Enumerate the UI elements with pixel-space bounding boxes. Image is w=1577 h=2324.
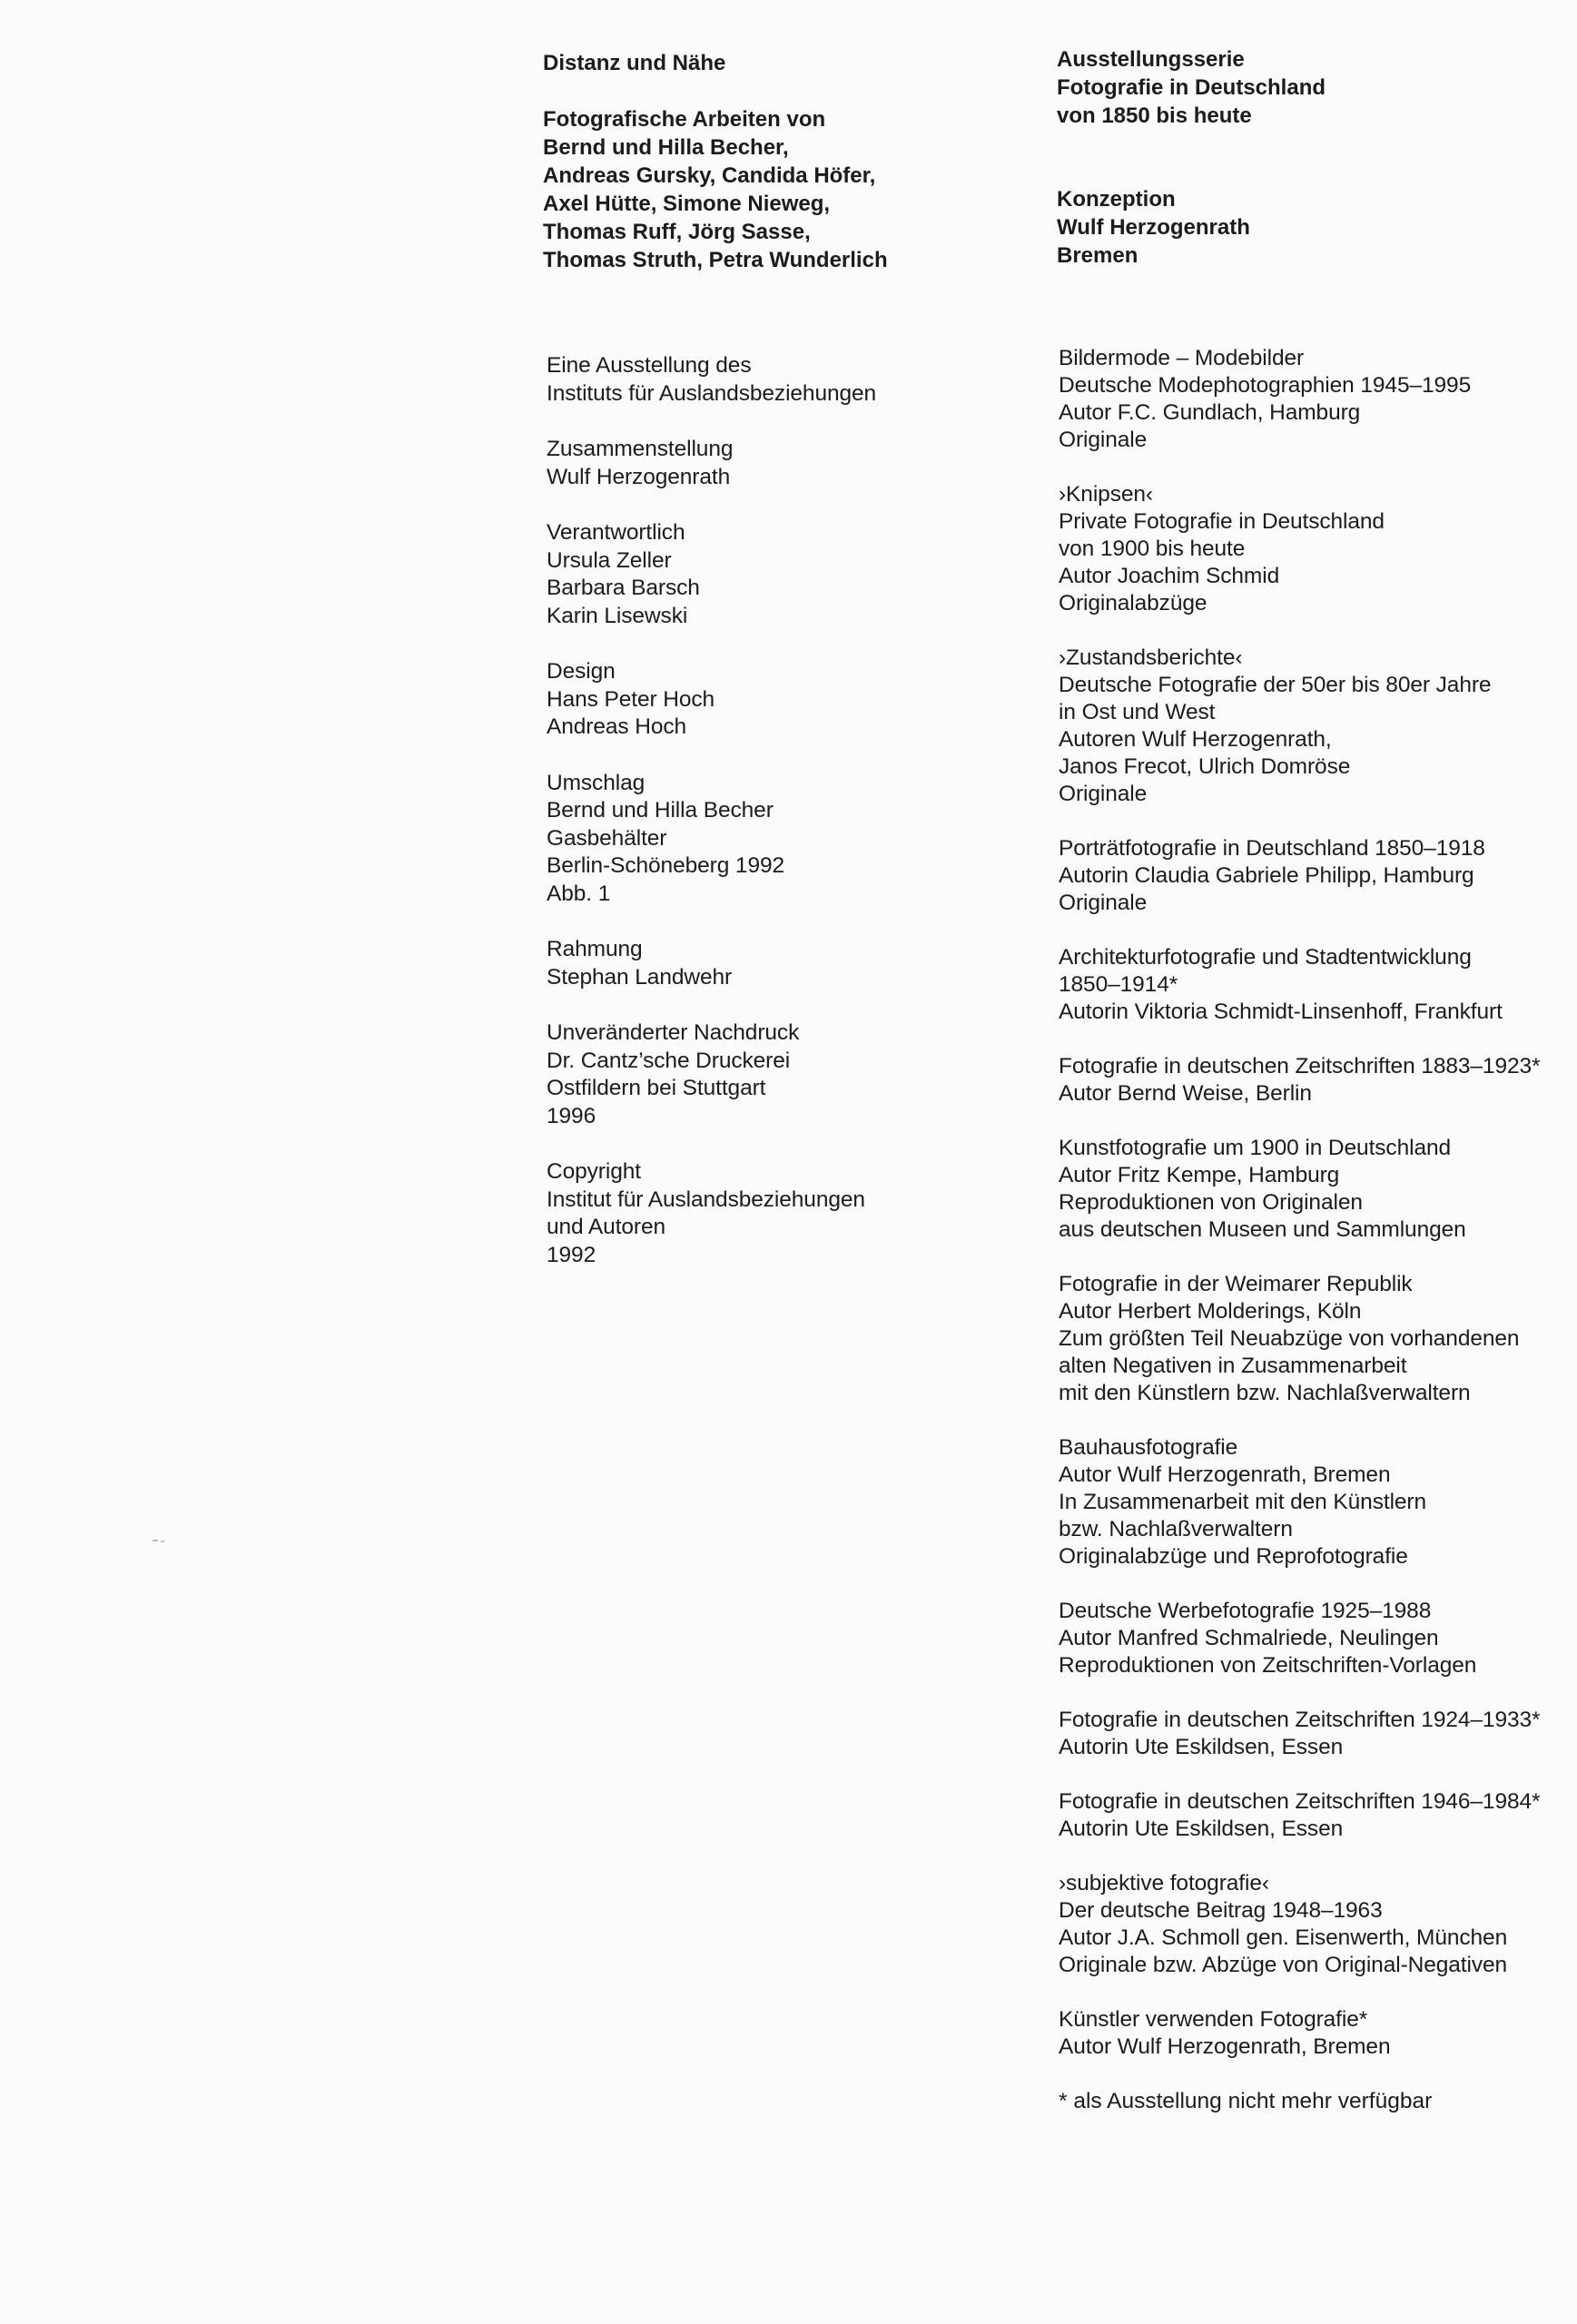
- series-heading-line: von 1850 bis heute: [1057, 103, 1252, 128]
- credit-block-line: Barbara Barsch: [547, 576, 700, 600]
- credit-block: [547, 770, 1019, 909]
- exhibition-entry-line: Autoren Wulf Herzogenrath,: [1059, 727, 1332, 752]
- credit-block-heading: Umschlag: [547, 770, 646, 795]
- exhibition-entry-line: aus deutschen Museen und Sammlungen: [1059, 1217, 1466, 1242]
- exhibition-entry-line: Janos Frecot, Ulrich Domröse: [1059, 754, 1351, 779]
- exhibition-entry: [1059, 1434, 1577, 1571]
- exhibition-entry-line: mit den Künstlern bzw. Nachlaßverwaltern: [1059, 1381, 1471, 1405]
- exhibition-entry-line: Autor F.C. Gundlach, Hamburg: [1059, 400, 1361, 425]
- exhibition-entry-heading: Fotografie in deutschen Zeitschriften 1924–1933*: [1059, 1708, 1541, 1732]
- credit-block-line: Instituts für Auslandsbeziehungen: [547, 380, 877, 406]
- exhibition-entry-heading: Künstler verwenden Fotografie*: [1059, 2007, 1368, 2032]
- credit-block-line: Dr. Cantz’sche Druckerei: [547, 1048, 791, 1073]
- exhibition-entry: [1059, 1598, 1577, 1679]
- exhibition-entry-line: 1850–1914*: [1059, 972, 1178, 997]
- series-header-block: [1057, 45, 1547, 270]
- credit-block-line: Wulf Herzogenrath: [547, 464, 731, 489]
- exhibition-entry-line: Autor Manfred Schmalriede, Neulingen: [1059, 1626, 1439, 1650]
- credit-block-line: und Autoren: [547, 1215, 666, 1239]
- artists-line: Bernd und Hilla Becher,: [543, 135, 789, 160]
- credit-block-line: Institut für Auslandsbeziehungen: [547, 1187, 865, 1212]
- credit-block: [547, 936, 1019, 991]
- credit-block-line: 1992: [547, 1242, 596, 1267]
- series-heading-line: Ausstellungsserie: [1057, 47, 1245, 72]
- exhibition-entry: [1059, 1135, 1577, 1244]
- exhibition-entry-line: Reproduktionen von Zeitschriften-Vorlagen: [1059, 1653, 1477, 1678]
- footnote: * als Ausstellung nicht mehr verfügbar: [1059, 2089, 1433, 2113]
- credit-block-line: Abb. 1: [547, 881, 611, 906]
- exhibition-entry-heading: ›Zustandsberichte‹: [1059, 645, 1243, 670]
- exhibition-entry-line: Autor Bernd Weise, Berlin: [1059, 1081, 1312, 1106]
- exhibition-entry: [1059, 835, 1577, 917]
- series-exhibitions-list: [1059, 345, 1577, 2115]
- credit-block: [547, 352, 1019, 408]
- credits-list: [547, 352, 1019, 1297]
- exhibition-entry-line: Originale bzw. Abzüge von Original-Negativen: [1059, 1953, 1508, 1977]
- exhibition-entry-heading: ›Knipsen‹: [1059, 482, 1153, 507]
- exhibition-entry-line: Originale: [1059, 891, 1148, 915]
- credit-block: [547, 1019, 1019, 1130]
- credit-block-line: Stephan Landwehr: [547, 964, 733, 990]
- exhibition-entry-heading: Fotografie in deutschen Zeitschriften 1883–1923*: [1059, 1054, 1541, 1078]
- credit-block-line: Andreas Hoch: [547, 714, 687, 739]
- exhibition-entry-line: Autor Wulf Herzogenrath, Bremen: [1059, 2034, 1391, 2059]
- exhibition-entry-line: von 1900 bis heute: [1059, 537, 1246, 561]
- credit-block-heading: Unveränderter Nachdruck: [547, 1020, 800, 1045]
- series-heading-line: Fotografie in Deutschland: [1057, 75, 1326, 100]
- artists-line: Thomas Ruff, Jörg Sasse,: [543, 220, 811, 244]
- exhibition-entry-heading: Fotografie in deutschen Zeitschriften 1946–1984*: [1059, 1789, 1541, 1814]
- exhibition-entry: [1059, 1788, 1577, 1843]
- exhibition-entry-heading: Porträtfotografie in Deutschland 1850–1918: [1059, 836, 1485, 861]
- credit-block-heading: Design: [547, 659, 616, 684]
- exhibition-entry-line: Autor Fritz Kempe, Hamburg: [1059, 1163, 1340, 1187]
- exhibition-entry-line: Originalabzüge: [1059, 591, 1207, 615]
- exhibition-entry-heading: Fotografie in der Weimarer Republik: [1059, 1272, 1413, 1296]
- credit-block-line: 1996: [547, 1103, 596, 1128]
- artists-line: Fotografische Arbeiten von: [543, 107, 826, 132]
- exhibition-entry-line: Deutsche Modephotographien 1945–1995: [1059, 373, 1472, 398]
- exhibition-entry-line: Zum größten Teil Neuabzüge von vorhandenen: [1059, 1326, 1520, 1351]
- concept-line: Konzeption: [1057, 187, 1176, 212]
- exhibition-entry-line: Autor Herbert Molderings, Köln: [1059, 1299, 1362, 1324]
- exhibition-entry-line: bzw. Nachlaßverwaltern: [1059, 1517, 1293, 1541]
- artists-line: Axel Hütte, Simone Nieweg,: [543, 192, 831, 216]
- credit-block-line: Hans Peter Hoch: [547, 686, 715, 712]
- concept-line: Wulf Herzogenrath: [1057, 215, 1250, 240]
- exhibition-entry-line: Originale: [1059, 428, 1148, 452]
- exhibition-entry-line: Autorin Viktoria Schmidt-Linsenhoff, Frankfurt: [1059, 1000, 1503, 1024]
- exhibition-entry-line: Deutsche Fotografie der 50er bis 80er Jahre: [1059, 673, 1492, 697]
- exhibition-title: Distanz und Nähe: [543, 51, 726, 75]
- exhibition-entry-line: Originalabzüge und Reprofotografie: [1059, 1544, 1408, 1569]
- credit-block-heading: Verantwortlich: [547, 520, 685, 545]
- credit-block: [547, 1158, 1019, 1269]
- credit-block-heading: Copyright: [547, 1159, 641, 1184]
- credit-block-heading: Rahmung: [547, 937, 643, 961]
- credit-block-line: Karin Lisewski: [547, 603, 688, 628]
- exhibition-entry-heading: Bauhausfotografie: [1059, 1435, 1238, 1460]
- credit-block-line: Berlin-Schöneberg 1992: [547, 853, 785, 878]
- exhibition-entry-heading: Bildermode – Modebilder: [1059, 346, 1305, 370]
- concept-line: Bremen: [1057, 243, 1138, 268]
- exhibition-entry-heading: ›subjektive fotografie‹: [1059, 1871, 1269, 1896]
- exhibition-entry-line: Autorin Ute Eskildsen, Essen: [1059, 1735, 1344, 1759]
- credit-block: [547, 658, 1019, 742]
- credit-block: [547, 519, 1019, 630]
- credit-block-line: Gasbehälter: [547, 825, 667, 851]
- exhibition-entry-line: Autor Joachim Schmid: [1059, 564, 1280, 588]
- exhibition-entry: [1059, 1053, 1577, 1108]
- credit-block-line: Bernd und Hilla Becher: [547, 798, 774, 822]
- exhibition-title-block: [543, 49, 1015, 274]
- exhibition-entry: [1059, 345, 1577, 454]
- artists-line: Thomas Struth, Petra Wunderlich: [543, 248, 888, 272]
- series-items: [1059, 345, 1577, 2061]
- exhibition-entry-line: Private Fotografie in Deutschland: [1059, 509, 1385, 534]
- exhibition-entry-line: Autorin Claudia Gabriele Philipp, Hamburg: [1059, 863, 1474, 888]
- credit-block: [547, 436, 1019, 491]
- exhibition-entry-line: In Zusammenarbeit mit den Künstlern: [1059, 1490, 1427, 1514]
- exhibition-entry-heading: Deutsche Werbefotografie 1925–1988: [1059, 1599, 1432, 1623]
- exhibition-entry: [1059, 1707, 1577, 1761]
- credit-block-heading: Eine Ausstellung des: [547, 353, 752, 378]
- exhibition-entry: [1059, 481, 1577, 617]
- exhibition-entry-line: Autor Wulf Herzogenrath, Bremen: [1059, 1462, 1391, 1487]
- exhibition-entry-line: Reproduktionen von Originalen: [1059, 1190, 1363, 1215]
- exhibition-entry-heading: Architekturfotografie und Stadtentwicklung: [1059, 945, 1472, 970]
- credit-block-line: Ostfildern bei Stuttgart: [547, 1076, 766, 1100]
- exhibition-entry-line: in Ost und West: [1059, 700, 1216, 724]
- credit-block-line: Ursula Zeller: [547, 547, 672, 573]
- paper-speck: [153, 1531, 165, 1533]
- exhibition-entry-line: alten Negativen in Zusammenarbeit: [1059, 1354, 1407, 1378]
- exhibition-entry-line: Der deutsche Beitrag 1948–1963: [1059, 1898, 1383, 1923]
- exhibition-entry-line: Autorin Ute Eskildsen, Essen: [1059, 1817, 1344, 1841]
- exhibition-entry: [1059, 2006, 1577, 2061]
- exhibition-entry: [1059, 1271, 1577, 1407]
- exhibition-entry: [1059, 645, 1577, 808]
- exhibition-entry-line: Originale: [1059, 782, 1148, 806]
- exhibition-entry-heading: Kunstfotografie um 1900 in Deutschland: [1059, 1136, 1452, 1160]
- exhibition-entry: [1059, 1870, 1577, 1979]
- artists-line: Andreas Gursky, Candida Höfer,: [543, 163, 876, 188]
- credit-block-heading: Zusammenstellung: [547, 437, 734, 461]
- exhibition-entry-line: Autor J.A. Schmoll gen. Eisenwerth, München: [1059, 1925, 1508, 1950]
- exhibition-entry: [1059, 944, 1577, 1026]
